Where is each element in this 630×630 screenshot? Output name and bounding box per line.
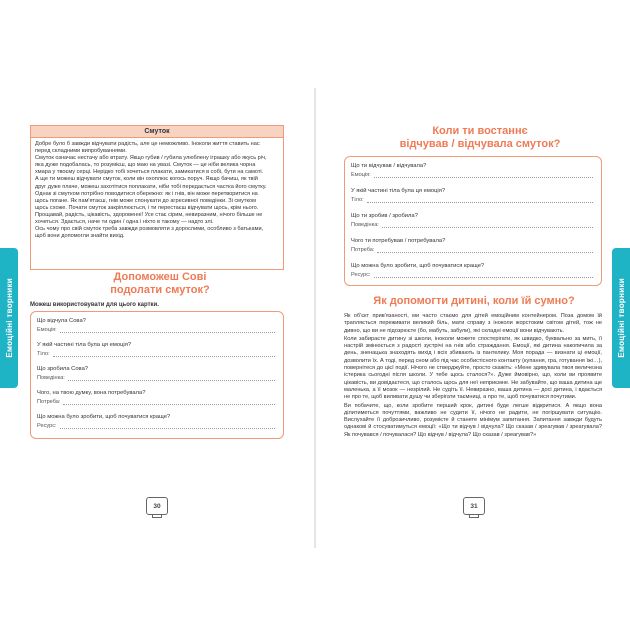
form-answer-field[interactable]: [37, 351, 275, 357]
info-line: Смуток означає нестачу або втрату. Якщо губив / губила улюблену іграшку або якусь річ,: [35, 155, 267, 162]
answer-line: [367, 197, 593, 203]
heading-line: Допоможеш Сові: [113, 271, 207, 283]
form-answer-label: Ресурс:: [37, 423, 57, 429]
info-line: Добре було б завжди відчувати радість, але це неможливо. Іноколи життя ставить нас: [35, 141, 260, 147]
form-answer-field[interactable]: [351, 247, 593, 253]
info-box-body: [31, 138, 283, 243]
info-box-title: Смуток: [31, 126, 283, 138]
info-line: Прощавай, радість, цікавість, здоровенні! Усе стає сірим, невиразним, нічого більше не: [35, 211, 263, 218]
form-question: Чого, на твою думку, вона потребувала?: [37, 390, 146, 396]
info-line: друг дуже плаче, можеш захотітися поплакати, ніби тобі передається частка його смутку.: [35, 183, 267, 190]
info-line: щоб вони допомогли знайти вихід.: [35, 233, 125, 240]
left-intro: Можеш використовувати для цього картки.: [30, 302, 159, 308]
answer-line: [53, 351, 275, 357]
info-box-sadness: [30, 125, 284, 270]
form-answer-field[interactable]: [37, 399, 275, 405]
form-answer-label: Тіло:: [37, 351, 50, 357]
answer-line: [374, 172, 593, 178]
form-question: Що можна було зробити, щоб почуватися краще?: [351, 263, 485, 269]
answer-line: [68, 375, 275, 381]
form-question: Що зробила Сова?: [37, 366, 89, 372]
right-body-text: [344, 313, 602, 440]
form-answer-field[interactable]: [351, 272, 593, 278]
info-line: щось схоже. Почати смуток закріплюється, і ти перестаєш відчувати щось, крім нього.: [35, 204, 259, 211]
form-answer-label: Тіло:: [351, 197, 364, 203]
form-question: Що можна було зробити, щоб почуватися краще?: [37, 414, 171, 420]
body-paragraph: Ви побачите, що, коли зробите перший крок, дитині буде легше відкритися. А якщо вона ділитиметься почуттями, важливо не судити її, нічого не радити, не погіршувати ситуацію. Вислухайте її доброзичливо, розумієте й станете мінімум запитання. Запитання завжди будуть однакові й стосуватимуться емоції: «Що ти відчув / відчула? Що сказав / зреагував / зреагувала? Як почувався / почувалася? Що відчув / відчула? Що сказав / зреагував?»: [344, 402, 602, 438]
form-answer-label: Поведінка:: [37, 375, 65, 381]
answer-line: [374, 272, 593, 278]
form-answer-field[interactable]: [37, 423, 275, 429]
form-answer-field[interactable]: [351, 172, 593, 178]
page-number-right: 31: [463, 497, 485, 515]
info-line: хмара у твоєму серці. Нерідко тобі хочеться плакати, замикатися в собі, бути на самоті.: [35, 169, 264, 176]
form-answer-label: Поведінка:: [351, 222, 379, 228]
form-question: Що відчула Сова?: [37, 318, 86, 324]
form-question: У якій частині тіла була ця емоція?: [351, 188, 446, 194]
form-answer-label: Потреба:: [351, 247, 375, 253]
form-answer-field[interactable]: [37, 375, 275, 381]
info-line: яка дуже подобалась, то розумієш, що маю на увазі. Смуток — це ніби велика чорна: [35, 162, 256, 169]
right-heading-1: [380, 125, 580, 151]
info-line: щось погане. Як пам'ятаєш, гнів може спонукати до агресивної поведінки. Зі смутком: [35, 197, 256, 204]
answer-line: [377, 247, 593, 253]
body-paragraph: Коли забираєте дитину зі школи, іноколи можете спостерігати, як швидко, буквально за мить, її настрій змінюється з радості зустрічі на гнів або страждання. Емоції, які дитина накопичила за день, зненацька знаходять вихід і всіх збивають із пантелику. Моя порада — визнати ці емоції, дозволити їх. А тоді, перед сном або під час особистісного контакту (купання, гра, готування їжі…), повернітеся до цієї події. Нічого не стверджуйте, просто скажіть: «Мене здивувала твоя величезна істерика сьогодні після школи. У тебе щось сталося?». Дуже ймовірно, що, коли ви проявите цікавість, ви довідаєтеся, що сталось щось для неї неприємне. Не забувайте, що ваша дитина ще маленька, а її мозок — незрілий. Не судіть її. Невиразно, ваша дитина — досі дитина, і вдається не про те, щоб виливати душу чи зберігати таємниці, а про те, щоб почуватися почутими.: [344, 335, 602, 401]
answer-line: [382, 222, 593, 228]
form-question: Чого ти потребував / потребувала?: [351, 238, 446, 244]
left-form-card: [30, 311, 284, 439]
side-tab-right: [612, 248, 630, 388]
form-answer-label: Ресурс:: [351, 272, 371, 278]
answer-line: [60, 327, 275, 333]
right-heading-2: Як допомогти дитині, коли їй сумно?: [373, 295, 575, 307]
form-question: Що ти зробив / зробила?: [351, 213, 418, 219]
heading-line: подолати смуток?: [110, 284, 210, 296]
left-heading: [70, 271, 250, 297]
side-tab-label: Емоційні творники: [4, 278, 14, 358]
form-question: У якій частині тіла була ця емоція?: [37, 342, 132, 348]
form-answer-label: Емоція:: [351, 172, 371, 178]
form-answer-field[interactable]: [37, 327, 275, 333]
info-line: А ще ти можеш відчувати смуток, коли він охоплює когось поруч. Якщо бачиш, як твій: [35, 176, 258, 183]
heading-line: Коли ти востаннє: [432, 125, 528, 137]
right-form-card: [344, 156, 602, 286]
form-answer-label: Емоція:: [37, 327, 57, 333]
form-answer-field[interactable]: [351, 197, 593, 203]
answer-line: [63, 399, 275, 405]
body-paragraph: Як об'єкт прив'язаності, ми часто стаємо для дітей емоційним контейнером. Поза домом їй трапляється переживати великий біль, мати справу з іноколи жорстоким світом дітей, тож не дивно, що ви не підозрюєте (бо, мабуть, забули), які складні емоції вони відчувають.: [344, 313, 602, 334]
form-answer-field[interactable]: [351, 222, 593, 228]
info-line: перед складними випробуваннями.: [35, 148, 127, 155]
info-line: Ось чому про свій смуток треба завжди розмовляти з дорослими, особливо з батьками,: [35, 226, 264, 233]
heading-line: відчував / відчувала смуток?: [399, 138, 561, 150]
side-tab-label: Емоційні творники: [616, 278, 626, 358]
info-line: Однак зі смутком потрібно поводитися обережно: як і гнів, він може перетворитися на: [35, 190, 258, 197]
form-answer-label: Потреба:: [37, 399, 61, 405]
form-question: Що ти відчував / відчувала?: [351, 163, 427, 169]
answer-line: [60, 423, 275, 429]
info-line: хочеться. Здається, наче ти один / одна і ніхто в такому — надто злі.: [35, 219, 214, 226]
side-tab-left: [0, 248, 18, 388]
page-number-left: 30: [146, 497, 168, 515]
